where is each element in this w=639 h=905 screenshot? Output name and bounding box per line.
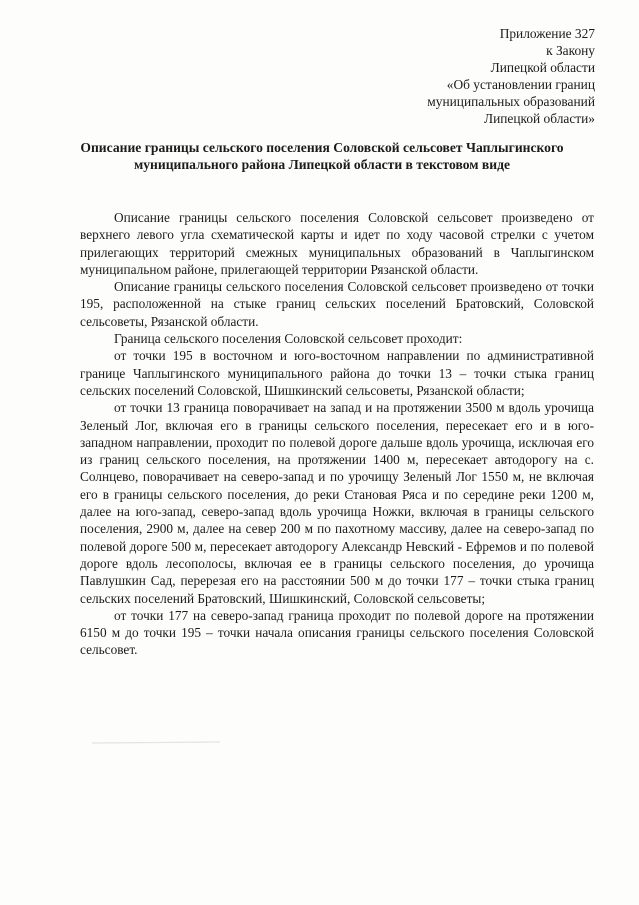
paragraph-segment-177-195: от точки 177 на северо-запад граница проходит по полевой дороге на протяжении 6150 м до точки 195 – точки начала описания границы сельского поселения Соловской сельсовет. [80,607,594,658]
scan-artifact [92,738,222,748]
paragraph-intro: Описание границы сельского поселения Соловской сельсовет произведено от верхнего левого угла схематической карты и идет по ходу часовой стрелки с учетом прилегающих территорий смежных муниципальных образований в Чаплыгинском муниципальном районе, прилегающей территории Рязанской области. [80,210,594,277]
document-body [80,209,594,659]
paragraph-segment-13-177: от точки 13 граница поворачивает на запад и на протяжении 3500 м вдоль урочища Зеленый Лог, включая его в границы сельского поселения, пересекает его и в юго-западном направлении, проходит по полевой дороге дальше вдоль урочища, исключая его из границ сельского поселения, на протяжении 1400 м, пересекает автодорогу на с. Солнцево, поворачивает на северо-запад и по урочищу Зеленый Лог 1550 м, не включая его в границы сельского поселения, до реки Становая Ряса и по середине реки 1200 м, далее на юго-запад, северо-запад вдоль урочища Ножки, включая в границы сельского поселения, 2900 м, далее на север 200 м по пахотному массиву, далее на северо-запад по полевой дороге 500 м, пересекает автодорогу Александр Невский - Ефремов и по полевой дороге вдоль лесополосы, включая ее в границы сельского поселения, до урочища Павлушкин Сад, перерезая его на расстоянии 500 м до точки 177 – точки стыка границ сельских поселений Братовский, Шишкинский, Соловской сельсоветы; [80,400,594,606]
appendix-line-region: Липецкой области [490,59,595,75]
appendix-number: Приложение 327 [499,26,595,41]
appendix-line-law-title-3: Липецкой области» [483,110,595,126]
appendix-header [427,26,595,127]
appendix-line-law: к Закону [546,42,595,58]
paragraph-start-point: Описание границы сельского поселения Соловской сельсовет произведено от точки 195, расположенной на стыке границ сельских поселений Братовский, Соловской сельсоветы, Рязанской области. [80,279,594,329]
paragraph-segment-195-13: от точки 195 в восточном и юго-восточном направлении по административной границе Чаплыгинского муниципального района до точки 13 – точки стыка границ сельских поселений Соловской, Шишкинский сельсоветы, Рязанской области; [80,348,594,398]
document-title: Описание границы сельского поселения Соловской сельсовет Чаплыгинского муниципального района Липецкой области в текстовом виде [80,140,564,173]
paragraph-boundary-lead: Граница сельского поселения Соловской сельсовет проходит: [114,331,463,347]
appendix-line-law-title-1: «Об установлении границ [446,76,595,92]
appendix-line-law-title-2: муниципальных образований [427,93,595,109]
